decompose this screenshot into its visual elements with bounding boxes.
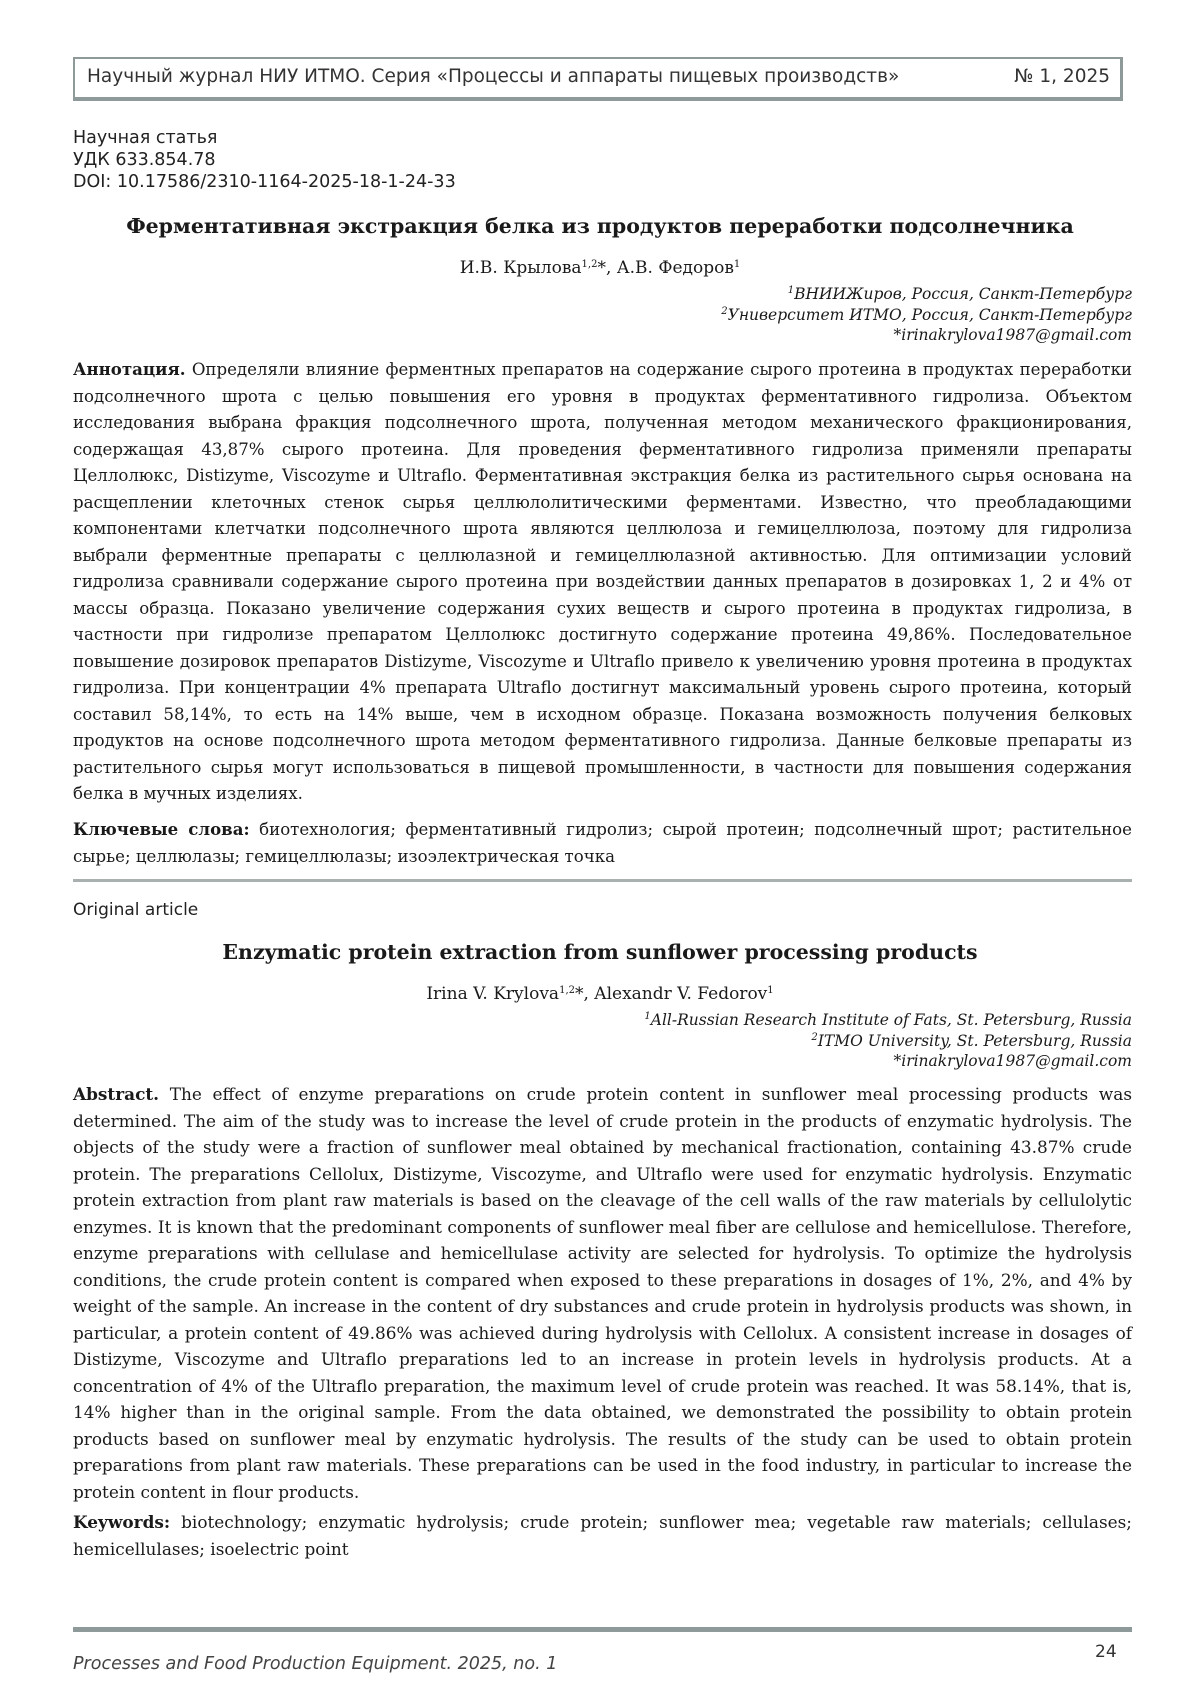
article-meta — [73, 127, 456, 193]
article-type: Научная статья — [73, 128, 218, 148]
title-ru: Ферментативная экстракция белка из продуктов переработки подсолнечника — [126, 214, 1074, 238]
footer-divider — [73, 1627, 1132, 1632]
author-2-affil: 1 — [733, 259, 741, 270]
affiliation-1: $^1$ВНИИЖиров, Россия, Санкт-Петербург — [787, 285, 1132, 303]
email: *irinakrylova1987@gmail.com — [893, 1052, 1132, 1070]
author-1-affil: 1,2 — [581, 259, 598, 270]
footer-journal: Processes and Food Production Equipment. 2025, no. 1 — [73, 1654, 558, 1674]
affiliation-2: $^2$ITMO University, St. Petersburg, Russia — [811, 1031, 1132, 1050]
keywords-label: Ключевые слова: — [73, 819, 250, 839]
affiliation-2: $^2$Университет ИТМО, Россия, Санкт-Петербург — [721, 305, 1132, 324]
journal-header — [73, 57, 1123, 101]
author-1-mark: *, — [597, 258, 617, 278]
author-2: Alexandr V. Fedorov — [594, 984, 768, 1004]
affil-2-sup: 2 — [811, 1031, 818, 1043]
doi: DOI: 10.17586/2310-1164-2025-18-1-24-33 — [73, 172, 456, 192]
section-divider — [73, 879, 1132, 882]
affil-1-sup: 1 — [787, 285, 795, 296]
author-2: А.В. Федоров — [616, 258, 734, 278]
abstract-label: Abstract. — [73, 1084, 160, 1104]
author-1: И.В. Крылова — [459, 258, 582, 278]
author-1: Irina V. Krylova — [426, 984, 560, 1004]
email: *irinakrylova1987@gmail.com — [893, 326, 1132, 344]
abstract-text: The effect of enzyme preparations on crude protein content in sunflower meal processing products was determined. The aim of the study was to increase the level of crude protein in the products of enzymatic hydrolysis. The objects of the study were a fraction of sunflower meal obtained by mechanical fractionation, containing 43.87% crude protein. The preparations Cellolux, Distizyme, Viscozyme, and Ultraflo were used for enzymatic hydrolysis. Enzymatic protein extraction from plant raw materials is based on the cleavage of the cell walls of the raw materials by cellulolytic enzymes. It is known that the predominant components of sunflower meal fiber are cellulose and hemicellulose. Therefore, enzyme preparations with cellulase and hemicellulase activity are selected for hydrolysis. To optimize the hydrolysis conditions, the crude protein content is compared when exposed to these preparations in dosages of 1%, 2%, and 4% by weight of the sample. An increase in the content of dry substances and crude protein in hydrolysis products was shown, in particular, a protein content of 49.86% was achieved during hydrolysis with Cellolux. A consistent increase in dosages of Distizyme, Viscozyme and Ultraflo preparations led to an increase in protein levels in hydrolysis products. At a concentration of 4% of the Ultraflo preparation, the maximum level of crude protein was reached. It was 58.14%, that is, 14% higher than in the original sample. From the data obtained, we demonstrated the possibility to obtain protein products based on sunflower meal by enzymatic hydrolysis. The results of the study can be used to obtain protein preparations from plant raw materials. These preparations can be used in the food industry, in particular to increase the protein content in flour products. — [73, 1084, 1132, 1502]
keywords-en — [73, 1509, 1132, 1562]
author-1-affil: 1,2 — [559, 985, 575, 996]
keywords-text: biotechnology; enzymatic hydrolysis; crude protein; sunflower mea; vegetable raw materials; cellulases; hemicellulases; isoelectric point — [73, 1512, 1132, 1559]
affiliations-ru — [721, 284, 1132, 346]
author-2-affil: 1 — [767, 985, 774, 996]
title-en: Enzymatic protein extraction from sunflower processing products — [222, 940, 978, 964]
abstract-label: Аннотация. — [73, 359, 186, 379]
authors-en — [0, 984, 1200, 1004]
keywords-text: биотехнология; ферментативный гидролиз; сырой протеин; подсолнечный шрот; растительное сырье; целлюлазы; гемицеллюлазы; изоэлектрическая точка — [73, 820, 1132, 866]
keywords-ru — [73, 816, 1132, 870]
abstract-text: Определяли влияние ферментных препаратов на содержание сырого протеина в продуктах переработки подсолнечного шрота с целью повышения его уровня в продуктах ферментативного гидролиза. Объектом исследования выбрана фракция подсолнечного шрота, полученная методом механического фракционирования, содержащая 43,87% сырого протеина. Для проведения ферментативного гидролиза применяли препараты Целлолюкс, Distizyme, Viscozyme и Ultraflo. Ферментативная экстракция белка из растительного сырья основана на расщеплении клеточных стенок сырья целлюлолитическими ферментами. Известно, что преобладающими компонентами клетчатки подсолнечного шрота являются целлюлоза и гемицеллюлоза, поэтому для гидролиза выбрали ферментные препараты с целлюлазной и гемицеллюлазной активностью. Для оптимизации условий гидролиза сравнивали содержание сырого протеина при воздействии данных препаратов в дозировках 1, 2 и 4% от массы образца. Показано увеличение содержания сухих веществ и сырого протеина в продуктах гидролиза, в частности при гидролизе препаратом Целлолюкс достигнуто содержание протеина 49,86%. Последовательное повышение дозировок препаратов Distizyme, Viscozyme и Ultraflo привело к увеличению уровня протеина в продуктах гидролиза. При концентрации 4% препарата Ultraflo достигнут максимальный уровень сырого протеина, который составил 58,14%, то есть на 14% выше, чем в исходном образце. Показана возможность получения белковых продуктов на основе подсолнечного шрота методом ферментативного гидролиза. Данные белковые препараты из растительного сырья могут использоваться в пищевой промышленности, в частности для повышения содержания белка в мучных изделиях. — [73, 360, 1133, 803]
article-type-en: Original article — [73, 900, 199, 920]
author-1-mark: *, — [574, 984, 595, 1004]
abstract-ru — [73, 356, 1132, 808]
issue-number: № 1, 2025 — [1014, 66, 1110, 87]
journal-title: Научный журнал НИУ ИТМО. Серия «Процессы и аппараты пищевых производств» — [87, 66, 900, 87]
affil-1-sup: 1 — [644, 1011, 651, 1022]
authors-ru — [0, 258, 1200, 278]
affiliation-1: $^1$All-Russian Research Institute of Fats, St. Petersburg, Russia — [644, 1011, 1132, 1029]
abstract-en — [73, 1081, 1132, 1505]
affiliations-en — [644, 1010, 1132, 1072]
keywords-label: Keywords: — [73, 1512, 171, 1532]
affil-2-sup: 2 — [721, 305, 728, 317]
page-number: 24 — [1095, 1642, 1117, 1662]
udc-code: УДК 633.854.78 — [73, 150, 216, 170]
